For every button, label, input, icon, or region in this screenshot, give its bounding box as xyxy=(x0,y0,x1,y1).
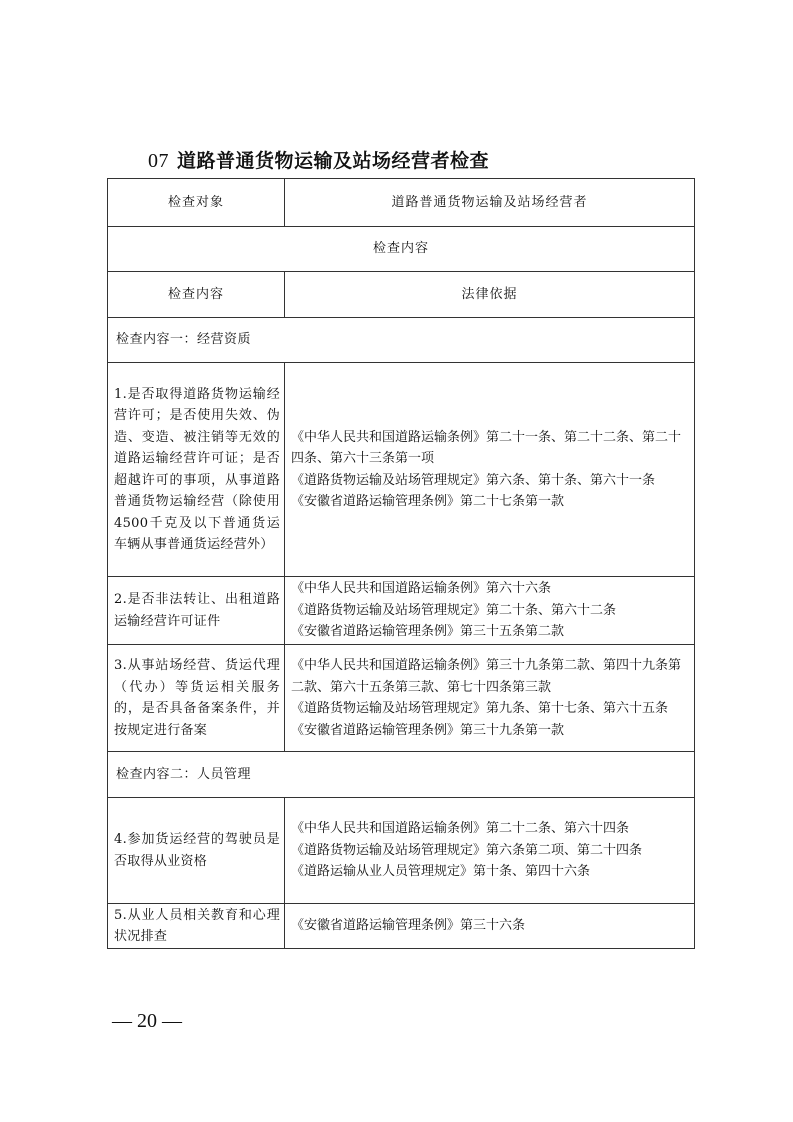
title-number: 07 xyxy=(148,150,169,172)
basis-line: 《道路货物运输及站场管理规定》第六条、第十条、第六十一条 xyxy=(291,472,656,488)
object-label-cell: 检查对象 xyxy=(108,179,285,227)
basis-line: 《安徽省道路运输管理条例》第三十五条第二款 xyxy=(291,624,565,640)
column-header-content: 检查内容 xyxy=(108,272,285,318)
object-value-cell: 道路普通货物运输及站场经营者 xyxy=(285,179,695,227)
basis-line: 《道路运输从业人员管理规定》第十条、第四十六条 xyxy=(291,864,591,880)
page-title xyxy=(148,146,708,173)
section-title-2: 检查内容二：人员管理 xyxy=(108,752,695,798)
basis-line: 《中华人民共和国道路运输条例》第六十六条 xyxy=(291,581,552,597)
page-number: — 20 — xyxy=(112,1010,182,1032)
inspection-table xyxy=(107,178,695,949)
content-header-cell: 检查内容 xyxy=(108,227,695,272)
section-title-1: 检查内容一：经营资质 xyxy=(108,318,695,363)
basis-line: 《安徽省道路运输管理条例》第三十六条 xyxy=(291,918,526,934)
item-cell: 1.是否取得道路货物运输经营许可；是否使用失效、伪造、变造、被注销等无效的道路运输经营许可证；是否超越许可的事项，从事道路普通货物运输经营（除使用4500千克及以下普通货运车辆从事普通货运经营外） xyxy=(108,363,285,577)
item-cell: 5.从业人员相关教育和心理状况排查 xyxy=(108,904,285,949)
basis-cell xyxy=(285,798,695,904)
table-row xyxy=(108,645,695,752)
basis-cell xyxy=(285,577,695,645)
column-header-basis: 法律依据 xyxy=(285,272,695,318)
table-row xyxy=(108,577,695,645)
table-row xyxy=(108,904,695,949)
basis-cell xyxy=(285,645,695,752)
basis-line: 《安徽省道路运输管理条例》第三十九条第一款 xyxy=(291,722,565,738)
basis-line: 《道路货物运输及站场管理规定》第六条第二项、第二十四条 xyxy=(291,842,643,858)
item-cell: 4.参加货运经营的驾驶员是否取得从业资格 xyxy=(108,798,285,904)
basis-line: 《中华人民共和国道路运输条例》第二十二条、第六十四条 xyxy=(291,821,630,837)
item-cell: 3.从事站场经营、货运代理（代办）等货运相关服务的，是否具备备案条件，并按规定进行备案 xyxy=(108,645,285,752)
table-row xyxy=(108,798,695,904)
basis-line: 《中华人民共和国道路运输条例》第二十一条、第二十二条、第二十四条、第六十三条第一项 xyxy=(291,429,682,466)
basis-line: 《道路货物运输及站场管理规定》第二十条、第六十二条 xyxy=(291,602,617,618)
item-cell: 2.是否非法转让、出租道路运输经营许可证件 xyxy=(108,577,285,645)
title-text: 道路普通货物运输及站场经营者检查 xyxy=(177,150,490,172)
basis-line: 《道路货物运输及站场管理规定》第九条、第十七条、第六十五条 xyxy=(291,701,669,716)
basis-line: 《中华人民共和国道路运输条例》第三十九条第二款、第四十九条第二款、第六十五条第三款、第七十四条第三款 xyxy=(291,658,682,695)
basis-cell xyxy=(285,363,695,577)
basis-cell xyxy=(285,904,695,949)
table-row xyxy=(108,363,695,577)
basis-line: 《安徽省道路运输管理条例》第二十七条第一款 xyxy=(291,494,565,509)
